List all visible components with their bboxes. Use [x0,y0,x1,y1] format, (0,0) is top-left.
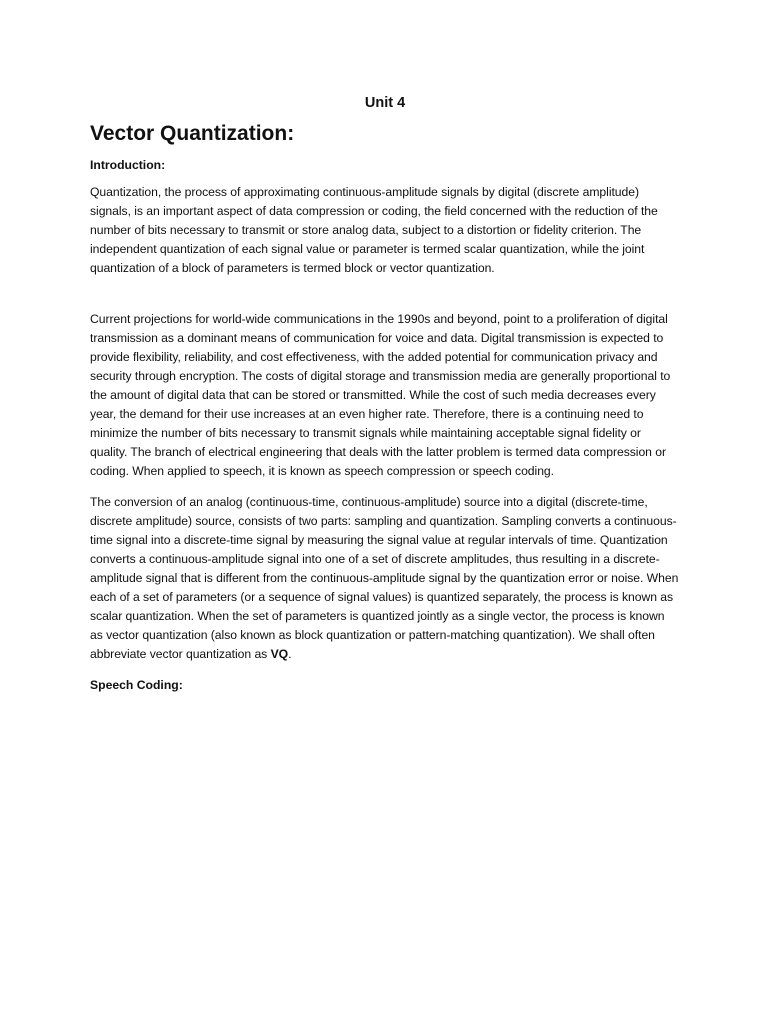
unit-title: Unit 4 [364,95,406,111]
document-content [90,92,680,703]
section-heading-introduction: Introduction: [90,158,166,172]
paragraph-analog-conversion [90,493,680,664]
paragraph-analog-conversion-text: The conversion of an analog (continuous-time, continuous-amplitude) source into a digital (discrete-time, discrete amplitude) source, consists of two parts: sampling and quantization. Sampling converts a continuous-time signal into a discrete-time signal by measuring the signal value at regular intervals of time. Quantization converts a continuous-amplitude signal into one of a set of discrete amplitudes, thus resulting in a discrete-amplitude signal that is different from the continuous-amplitude signal by the quantization error or noise. When each of a set of parameters (or a sequence of signal values) is quantized separately, the process is known as scalar quantization. When the set of parameters is quantized jointly as a single vector, the process is known as vector quantization (also known as block quantization or pattern-matching quantization). We shall often abbreviate vector quantization as [90,495,679,661]
section-heading-speech-coding: Speech Coding: [90,678,183,692]
vq-abbreviation: VQ [270,647,289,661]
main-title: Vector Quantization: [90,122,295,145]
paragraph-quantization-definition: Quantization, the process of approximating continuous-amplitude signals by digital (discrete amplitude) signals, is an important aspect of data compression or coding, the field concerned with the reduction of the number of bits necessary to transmit or store analog data, subject to a distortion or fidelity criterion. The independent quantization of each signal value or parameter is termed scalar quantization, while the joint quantization of a block of parameters is termed block or vector quantization. [90,185,658,275]
vq-abbreviation-suffix: . [288,647,292,661]
paragraph-communications-projections: Current projections for world-wide communications in the 1990s and beyond, point to a proliferation of digital transmission as a dominant means of communication for voice and data. Digital transmission is expected to provide flexibility, reliability, and cost effectiveness, with the added potential for communication privacy and security through encryption. The costs of digital storage and transmission media are generally proportional to the amount of digital data that can be stored or transmitted. While the cost of such media decreases every year, the demand for their use increases at an even higher rate. Therefore, there is a continuing need to minimize the number of bits necessary to transmit signals while maintaining acceptable signal fidelity or quality. The branch of electrical engineering that deals with the latter problem is termed data compression or coding. When applied to speech, it is known as speech compression or speech coding. [90,312,671,478]
